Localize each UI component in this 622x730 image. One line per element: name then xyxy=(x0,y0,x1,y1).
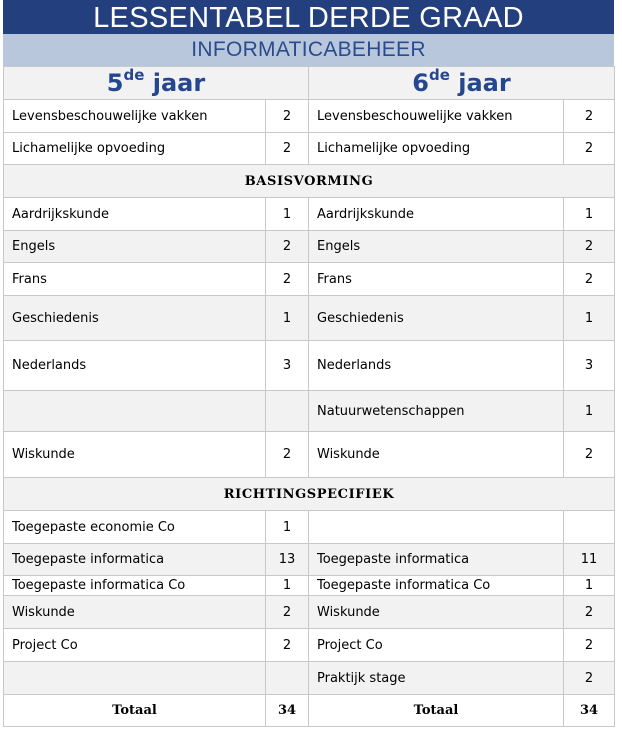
year6-subject: Aardrijkskunde xyxy=(309,198,564,231)
year5-subject: Wiskunde xyxy=(4,596,266,629)
table-row xyxy=(4,296,615,341)
year6-subject: Praktijk stage xyxy=(309,662,564,695)
year6-subject: Natuurwetenschappen xyxy=(309,391,564,432)
year6-subject: Wiskunde xyxy=(309,596,564,629)
year5-hours xyxy=(266,391,309,432)
year5-subject xyxy=(4,391,266,432)
year6-hours: 2 xyxy=(564,432,615,478)
page-title: LESSENTABEL DERDE GRAAD xyxy=(3,0,614,34)
year5-hours: 2 xyxy=(266,629,309,662)
year5-hours: 1 xyxy=(266,511,309,544)
year5-hours: 1 xyxy=(266,296,309,341)
section-heading: BASISVORMING xyxy=(4,165,615,198)
year-header-row xyxy=(4,67,615,100)
year6-subject: Totaal xyxy=(309,695,564,727)
year6-subject: Nederlands xyxy=(309,341,564,391)
year6-subject: Toegepaste informatica xyxy=(309,544,564,576)
year5-hours: 34 xyxy=(266,695,309,727)
year6-subject: Project Co xyxy=(309,629,564,662)
year5-hours: 1 xyxy=(266,198,309,231)
table-row xyxy=(4,511,615,544)
table-row xyxy=(4,432,615,478)
table-row xyxy=(4,341,615,391)
year5-subject xyxy=(4,662,266,695)
table-row xyxy=(4,596,615,629)
year5-hours: 2 xyxy=(266,133,309,165)
table-row xyxy=(4,662,615,695)
year6-subject: Toegepaste informatica Co xyxy=(309,576,564,596)
year5-header: 5de jaar xyxy=(4,67,309,100)
year5-hours: 2 xyxy=(266,231,309,263)
year6-hours: 3 xyxy=(564,341,615,391)
table-row xyxy=(4,391,615,432)
year6-hours: 2 xyxy=(564,629,615,662)
page-subtitle: INFORMATICABEHEER xyxy=(3,34,614,66)
year6-subject: Frans xyxy=(309,263,564,296)
year6-hours: 2 xyxy=(564,662,615,695)
table-row xyxy=(4,198,615,231)
year6-hours: 2 xyxy=(564,100,615,133)
year5-hours: 2 xyxy=(266,432,309,478)
year5-subject: Frans xyxy=(4,263,266,296)
table-row xyxy=(4,263,615,296)
year5-hours: 1 xyxy=(266,576,309,596)
year6-subject: Levensbeschouwelijke vakken xyxy=(309,100,564,133)
year5-subject: Toegepaste informatica xyxy=(4,544,266,576)
year5-hours: 2 xyxy=(266,263,309,296)
year6-hours: 1 xyxy=(564,296,615,341)
year5-subject: Lichamelijke opvoeding xyxy=(4,133,266,165)
year6-hours: 1 xyxy=(564,198,615,231)
year6-header: 6de jaar xyxy=(309,67,615,100)
section-heading: RICHTINGSPECIFIEK xyxy=(4,478,615,511)
year5-subject: Geschiedenis xyxy=(4,296,266,341)
year5-subject: Toegepaste informatica Co xyxy=(4,576,266,596)
section-row xyxy=(4,165,615,198)
total-row xyxy=(4,695,615,727)
year6-hours: 2 xyxy=(564,231,615,263)
year6-hours: 2 xyxy=(564,596,615,629)
year6-subject: Lichamelijke opvoeding xyxy=(309,133,564,165)
section-row xyxy=(4,478,615,511)
lessentabel-table xyxy=(3,66,615,727)
year5-subject: Toegepaste economie Co xyxy=(4,511,266,544)
table-row xyxy=(4,133,615,165)
year5-subject: Engels xyxy=(4,231,266,263)
year6-subject: Wiskunde xyxy=(309,432,564,478)
year6-subject: Geschiedenis xyxy=(309,296,564,341)
year6-hours: 1 xyxy=(564,576,615,596)
year5-subject: Totaal xyxy=(4,695,266,727)
year6-subject xyxy=(309,511,564,544)
table-row xyxy=(4,100,615,133)
table-row xyxy=(4,231,615,263)
table-row xyxy=(4,576,615,596)
year5-subject: Wiskunde xyxy=(4,432,266,478)
year5-hours: 3 xyxy=(266,341,309,391)
year6-hours: 2 xyxy=(564,133,615,165)
year6-hours: 1 xyxy=(564,391,615,432)
year6-hours: 11 xyxy=(564,544,615,576)
year5-subject: Levensbeschouwelijke vakken xyxy=(4,100,266,133)
table-row xyxy=(4,629,615,662)
table-row xyxy=(4,544,615,576)
year5-hours xyxy=(266,662,309,695)
year6-hours xyxy=(564,511,615,544)
year5-hours: 2 xyxy=(266,596,309,629)
year6-hours: 34 xyxy=(564,695,615,727)
year5-subject: Project Co xyxy=(4,629,266,662)
year6-subject: Engels xyxy=(309,231,564,263)
lessentabel xyxy=(3,0,614,727)
year5-subject: Nederlands xyxy=(4,341,266,391)
year5-hours: 13 xyxy=(266,544,309,576)
year6-hours: 2 xyxy=(564,263,615,296)
year5-hours: 2 xyxy=(266,100,309,133)
year5-subject: Aardrijkskunde xyxy=(4,198,266,231)
